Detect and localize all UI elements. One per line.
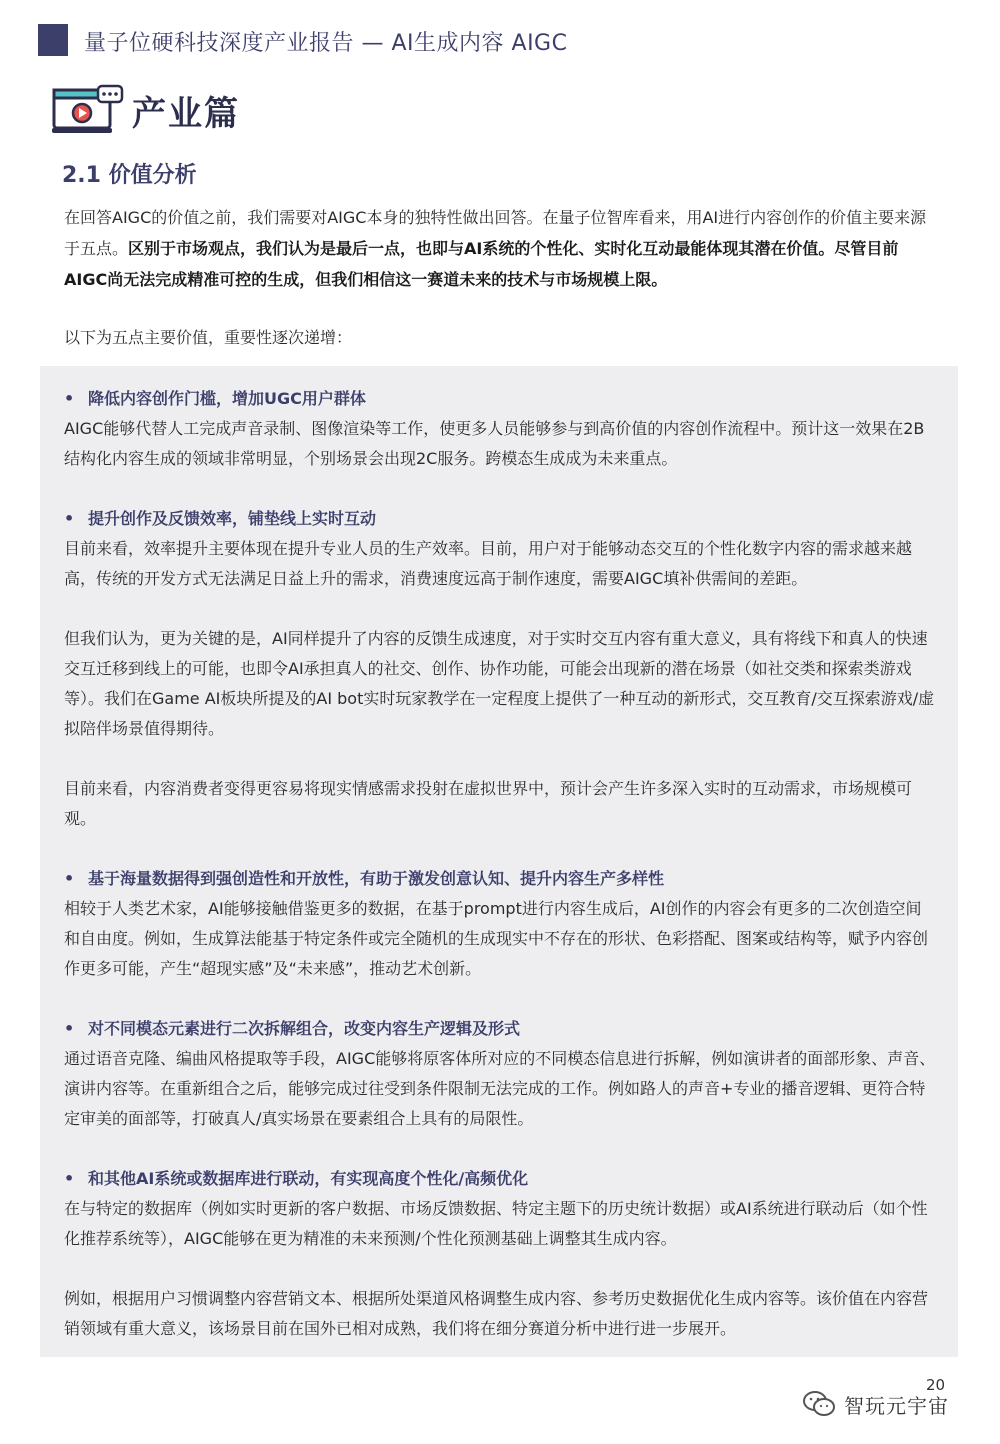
bullet-dot: • — [64, 869, 75, 888]
wechat-watermark — [802, 1388, 949, 1420]
values-list — [64, 384, 936, 1344]
value-point-title-text: 和其他AI系统或数据库进行联动，有实现高度个性化/高频优化 — [88, 1169, 529, 1188]
value-point-paragraph: 例如，根据用户习惯调整内容营销文本、根据所处渠道风格调整生成内容、参考历史数据优化生成内容等。该价值在内容营销领域有重大意义，该场景目前在国外已相对成熟，我们将在细分赛道分析中进行进一步展开。 — [64, 1289, 929, 1338]
bullet-dot: • — [64, 1019, 75, 1038]
section-gap — [64, 834, 936, 864]
paragraph-gap — [64, 1254, 936, 1284]
section-title: 产业篇 — [132, 94, 240, 134]
report-title: 量子位硬科技深度产业报告 — AI生成内容 AIGC — [84, 31, 568, 56]
value-point-paragraph: 目前来看，内容消费者变得更容易将现实情感需求投射在虚拟世界中，预计会产生许多深入实时的互动需求，市场规模可观。 — [64, 779, 913, 828]
value-point-paragraph: AIGC能够代替人工完成声音录制、图像渲染等工作，使更多人员能够参与到高价值的内容创作流程中。预计这一效果在2B结构化内容生成的领域非常明显，个别场景会出现2C服务。跨模态生成成为未来重点。 — [64, 419, 925, 468]
header-accent-bar — [38, 24, 68, 56]
paragraph-gap — [64, 594, 936, 624]
values-panel — [40, 366, 958, 1357]
value-point-title-text: 降低内容创作门槛，增加UGC用户群体 — [88, 389, 366, 408]
value-point-title-text: 提升创作及反馈效率，铺垫线上实时互动 — [88, 509, 377, 528]
section-gap — [64, 984, 936, 1014]
value-point-title — [64, 384, 936, 414]
section-gap — [64, 1134, 936, 1164]
value-point-paragraph: 但我们认为，更为关键的是，AI同样提升了内容的反馈生成速度，对于实时交互内容有重大意义，具有将线下和真人的快速交互迁移到线上的可能，也即令AI承担真人的社交、创作、协作功能，可能会出现新的潜在场景（如社交类和探索类游戏等）。我们在Game AI板块所提及的AI bot实时玩家教学在一定程度上提供了一种互动的新形式，交互教育/交互探索游戏/虚拟陪伴场景值得期待。 — [64, 629, 935, 738]
value-point-title — [64, 1164, 936, 1194]
subsection-heading: 2.1 价值分析 — [62, 163, 197, 188]
value-point-title — [64, 1014, 936, 1044]
value-point-paragraph: 相较于人类艺术家，AI能够接触借鉴更多的数据，在基于prompt进行内容生成后，AI创作的内容会有更多的二次创造空间和自由度。例如，生成算法能基于特定条件或完全随机的生成现实中不存在的形状、色彩搭配、图案或结构等，赋予内容创作更多可能，产生“超现实感”及“未来感”，推动艺术创新。 — [64, 899, 929, 978]
bullet-dot: • — [64, 389, 75, 408]
wechat-account-name: 智玩元宇宙 — [844, 1393, 949, 1418]
intro-bold-text: 区别于市场观点，我们认为是最后一点，也即与AI系统的个性化、实时化互动最能体现其潜在价值。尽管目前AIGC尚无法完成精准可控的生成，但我们相信这一赛道未来的技术与市场规模上限。 — [64, 239, 899, 289]
value-point-title — [64, 504, 936, 534]
value-point-title — [64, 864, 936, 894]
section-gap — [64, 474, 936, 504]
value-point-title-text: 对不同模态元素进行二次拆解组合，改变内容生产逻辑及形式 — [88, 1019, 521, 1038]
value-point-paragraph: 在与特定的数据库（例如实时更新的客户数据、市场反馈数据、特定主题下的历史统计数据）或AI系统进行联动后（如个性化推荐系统等），AIGC能够在更为精准的未来预测/个性化预测基础上调整其生成内容。 — [64, 1199, 928, 1248]
bullet-dot: • — [64, 1169, 75, 1188]
page-number: 20 — [926, 1376, 946, 1394]
video-chat-icon — [52, 84, 124, 134]
bullet-dot: • — [64, 509, 75, 528]
intro-plain-text: 在回答AIGC的价值之前，我们需要对AIGC本身的独特性做出回答。在量子位智库看来，用AI进行内容创作的价值主要来源于五点。 — [64, 208, 927, 258]
value-point-title-text: 基于海量数据得到强创造性和开放性，有助于激发创意认知、提升内容生产多样性 — [88, 869, 665, 888]
intro-paragraph — [64, 202, 936, 295]
wechat-icon — [802, 1390, 836, 1418]
value-point-paragraph: 通过语音克隆、编曲风格提取等手段，AIGC能够将原客体所对应的不同模态信息进行拆解，例如演讲者的面部形象、声音、演讲内容等。在重新组合之后，能够完成过往受到条件限制无法完成的工作。例如路人的声音+专业的播音逻辑、更符合特定审美的面部等，打破真人/真实场景在要素组合上具有的局限性。 — [64, 1049, 936, 1128]
value-point-paragraph: 目前来看，效率提升主要体现在提升专业人员的生产效率。目前，用户对于能够动态交互的个性化数字内容的需求越来越高，传统的开发方式无法满足日益上升的需求，消费速度远高于制作速度，需要AIGC填补供需间的差距。 — [64, 539, 913, 588]
lead-sentence: 以下为五点主要价值，重要性逐次递增： — [64, 328, 353, 347]
paragraph-gap — [64, 744, 936, 774]
